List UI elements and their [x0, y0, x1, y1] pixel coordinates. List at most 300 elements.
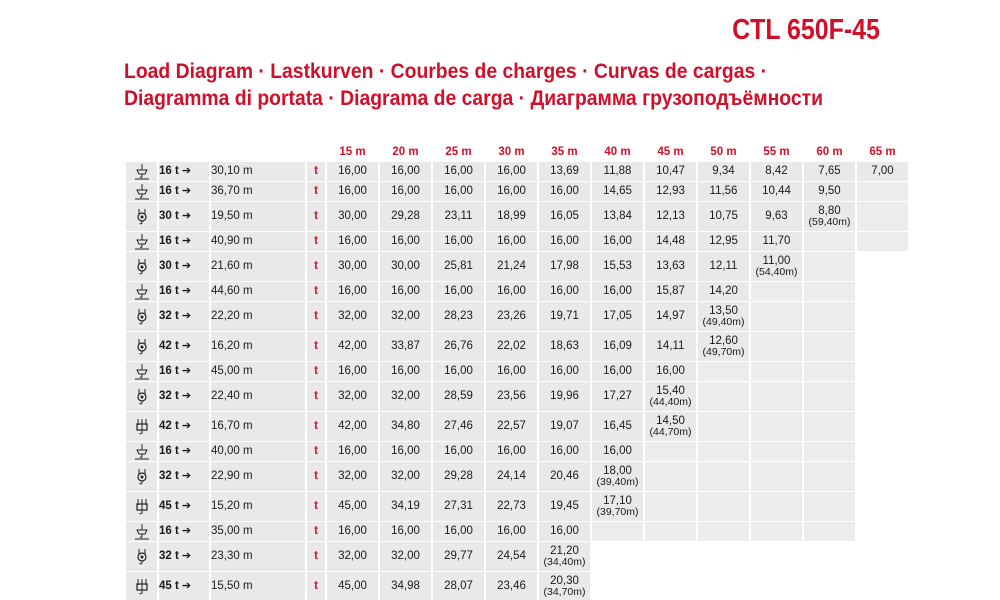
blank-cell [698, 542, 749, 571]
load-value: 22,73 [497, 500, 526, 512]
capacity-value: 16 t [159, 185, 179, 197]
load-value-cell [327, 202, 378, 231]
load-value: 16,00 [497, 525, 526, 537]
load-value-cell [486, 572, 537, 600]
load-value-cell [380, 162, 431, 181]
load-value: 30,00 [391, 260, 420, 272]
blank-cell [857, 362, 908, 381]
blank-cell [804, 572, 855, 600]
load-value-cell [539, 232, 590, 251]
load-value: 16,45 [603, 420, 632, 432]
load-value: 9,50 [818, 185, 841, 197]
arrow-right-icon: ➔ [181, 260, 192, 272]
table-row [126, 492, 908, 521]
load-value-cell [433, 282, 484, 301]
load-value: 23,11 [444, 210, 473, 222]
title-line-2: Diagramma di portata · Diagrama de carga · Диаграмма грузоподъёмности [124, 86, 824, 110]
max-radius-note: (34,40m) [543, 555, 586, 568]
load-value: 32,00 [391, 390, 420, 402]
load-value-cell [645, 302, 696, 331]
load-value: 11,00 [762, 254, 791, 267]
unit-cell: t [307, 492, 325, 521]
load-value-cell [592, 362, 643, 381]
capacity-cell [159, 332, 209, 361]
empty-cell [698, 362, 749, 381]
load-value: 16,00 [497, 285, 526, 297]
empty-cell [698, 382, 749, 411]
load-value: 16,00 [497, 185, 526, 197]
hook-2-fall-icon [126, 282, 157, 301]
blank-cell [857, 542, 908, 571]
table-row [126, 412, 908, 441]
load-value-cell [698, 182, 749, 201]
capacity-cell [159, 542, 209, 571]
load-value-cell [804, 182, 855, 201]
load-value-cell [380, 442, 431, 461]
load-value: 23,56 [497, 390, 526, 402]
load-value-cell [327, 442, 378, 461]
arrow-right-icon: ➔ [181, 165, 192, 177]
max-reach-cell: 45,00 m [211, 362, 305, 381]
load-value-cell [327, 572, 378, 600]
blank-cell [592, 542, 643, 571]
empty-cell [751, 462, 802, 491]
load-value: 12,93 [656, 185, 685, 197]
max-reach-cell: 22,90 m [211, 462, 305, 491]
load-value: 33,87 [391, 340, 420, 352]
load-value-cell [698, 202, 749, 231]
load-value: 17,98 [550, 260, 579, 272]
max-radius-note: (39,70m) [596, 505, 639, 518]
load-value-cell [539, 522, 590, 541]
load-value: 34,98 [391, 580, 420, 592]
hook-6-fall-icon [126, 492, 157, 521]
load-value-cell [380, 332, 431, 361]
unit-cell: t [307, 252, 325, 281]
capacity-value: 16 t [159, 445, 179, 457]
load-value-cell [698, 252, 749, 281]
load-value-cell [433, 232, 484, 251]
capacity-value: 30 t [159, 260, 179, 272]
empty-cell [804, 362, 855, 381]
capacity-value: 42 t [159, 420, 179, 432]
load-value: 32,00 [338, 550, 367, 562]
empty-cell [804, 442, 855, 461]
load-value-cell [645, 232, 696, 251]
capacity-cell [159, 302, 209, 331]
table-row [126, 442, 908, 461]
load-value: 7,00 [871, 165, 894, 177]
load-value: 42,00 [338, 340, 367, 352]
unit-cell: t [307, 202, 325, 231]
load-value: 16,00 [497, 165, 526, 177]
max-reach-cell: 19,50 m [211, 202, 305, 231]
load-value: 9,63 [765, 210, 788, 222]
max-radius-note: (44,70m) [649, 425, 692, 438]
load-value-cell [592, 302, 643, 331]
load-value: 16,00 [603, 365, 632, 377]
load-value: 16,00 [338, 285, 367, 297]
load-value-cell [433, 182, 484, 201]
load-value: 16,00 [391, 365, 420, 377]
load-value: 22,02 [497, 340, 526, 352]
blank-cell [857, 252, 908, 281]
load-value-cell [751, 162, 802, 181]
table-row [126, 542, 908, 571]
load-value-cell [857, 162, 908, 181]
load-value-cell [433, 412, 484, 441]
load-value: 16,00 [550, 285, 579, 297]
load-value: 16,00 [550, 445, 579, 457]
load-value: 28,59 [444, 390, 473, 402]
diagram-title [124, 58, 823, 112]
radius-header: 55 m [763, 146, 790, 158]
load-value: 32,00 [338, 390, 367, 402]
unit-cell: t [307, 282, 325, 301]
load-value: 19,71 [550, 310, 579, 322]
load-value: 22,57 [497, 420, 526, 432]
capacity-cell [159, 492, 209, 521]
load-value-cell [592, 332, 643, 361]
load-value-cell [327, 542, 378, 571]
load-value: 9,34 [712, 165, 735, 177]
load-value: 17,10 [603, 494, 632, 507]
load-value: 16,00 [444, 185, 473, 197]
load-value-cell [751, 252, 802, 281]
load-value-cell [433, 462, 484, 491]
load-value: 10,75 [709, 210, 738, 222]
load-value-cell [380, 462, 431, 491]
table-row [126, 282, 908, 301]
load-value: 32,00 [391, 470, 420, 482]
load-value-cell [486, 412, 537, 441]
empty-cell [804, 332, 855, 361]
arrow-right-icon: ➔ [181, 550, 192, 562]
load-value: 16,00 [391, 235, 420, 247]
load-value-cell [539, 182, 590, 201]
load-value-cell [380, 542, 431, 571]
load-value-cell [486, 462, 537, 491]
load-value-cell [592, 252, 643, 281]
load-value: 20,30 [550, 574, 579, 587]
load-value-cell [539, 442, 590, 461]
capacity-cell [159, 202, 209, 231]
empty-cell [751, 362, 802, 381]
capacity-value: 16 t [159, 285, 179, 297]
capacity-cell [159, 442, 209, 461]
load-value-cell [327, 382, 378, 411]
arrow-right-icon: ➔ [181, 285, 192, 297]
load-value: 19,45 [550, 500, 579, 512]
load-value: 15,87 [656, 285, 685, 297]
load-value-cell [327, 522, 378, 541]
load-value-cell [645, 382, 696, 411]
capacity-value: 32 t [159, 550, 179, 562]
max-reach-cell: 36,70 m [211, 182, 305, 201]
max-radius-note: (54,40m) [755, 265, 798, 278]
load-value: 12,60 [709, 334, 738, 347]
load-value-cell [433, 162, 484, 181]
load-value: 32,00 [391, 550, 420, 562]
load-value-cell [486, 442, 537, 461]
load-value: 10,47 [656, 165, 685, 177]
hook-4-fall-icon [126, 382, 157, 411]
load-value: 14,48 [656, 235, 685, 247]
radius-header: 20 m [392, 146, 419, 158]
load-value-cell [327, 232, 378, 251]
max-radius-note: (44,40m) [649, 395, 692, 408]
load-value-cell [433, 362, 484, 381]
hook-2-fall-icon [126, 362, 157, 381]
blank-cell [751, 542, 802, 571]
arrow-right-icon: ➔ [181, 470, 192, 482]
load-value-cell [698, 162, 749, 181]
capacity-value: 30 t [159, 210, 179, 222]
load-value: 18,99 [497, 210, 526, 222]
load-value-cell [486, 232, 537, 251]
load-value: 8,42 [765, 165, 788, 177]
load-value-cell [645, 412, 696, 441]
blank-cell [857, 522, 908, 541]
table-row [126, 202, 908, 231]
load-value: 16,00 [603, 445, 632, 457]
load-value: 27,46 [444, 420, 473, 432]
unit-cell: t [307, 572, 325, 600]
load-value: 21,20 [550, 544, 579, 557]
load-value-cell [539, 572, 590, 600]
load-value-cell [804, 162, 855, 181]
load-value: 13,63 [656, 260, 685, 272]
hook-4-fall-icon [126, 462, 157, 491]
empty-cell [751, 442, 802, 461]
load-value: 24,14 [497, 470, 526, 482]
load-value-cell [592, 232, 643, 251]
load-table-body [126, 162, 908, 600]
max-reach-cell: 23,30 m [211, 542, 305, 571]
radius-header: 60 m [816, 146, 843, 158]
load-value: 7,65 [818, 165, 841, 177]
load-value-cell [486, 182, 537, 201]
load-value: 15,40 [656, 384, 685, 397]
unit-cell: t [307, 412, 325, 441]
unit-cell: t [307, 182, 325, 201]
load-value-cell [327, 252, 378, 281]
unit-cell: t [307, 332, 325, 361]
capacity-cell [159, 252, 209, 281]
load-value-cell [592, 442, 643, 461]
load-value-cell [433, 542, 484, 571]
blank-cell [592, 572, 643, 600]
model-name: CTL 650F-45 [732, 14, 880, 46]
load-value-cell [327, 412, 378, 441]
table-row [126, 182, 908, 201]
load-value-cell [698, 282, 749, 301]
max-radius-note: (59,40m) [808, 215, 851, 228]
load-value-cell [327, 492, 378, 521]
load-value-cell [539, 542, 590, 571]
load-value-cell [433, 572, 484, 600]
arrow-right-icon: ➔ [181, 445, 192, 457]
empty-cell [751, 332, 802, 361]
arrow-right-icon: ➔ [181, 500, 192, 512]
header-blank [307, 143, 325, 161]
load-value-cell [539, 202, 590, 231]
empty-cell [804, 492, 855, 521]
load-value: 13,69 [550, 165, 579, 177]
load-value: 45,00 [338, 580, 367, 592]
load-value: 30,00 [338, 260, 367, 272]
load-value-cell [486, 252, 537, 281]
load-value-cell [380, 302, 431, 331]
load-value-cell [380, 382, 431, 411]
max-reach-cell: 16,20 m [211, 332, 305, 361]
empty-cell [698, 462, 749, 491]
load-value-cell [380, 492, 431, 521]
hook-6-fall-icon [126, 572, 157, 600]
table-row [126, 522, 908, 541]
load-value-cell [698, 232, 749, 251]
unit-cell: t [307, 362, 325, 381]
radius-header: 15 m [339, 146, 366, 158]
load-value: 29,28 [391, 210, 420, 222]
load-value: 11,88 [603, 165, 632, 177]
load-value: 32,00 [338, 470, 367, 482]
load-value-cell [380, 252, 431, 281]
table-row [126, 362, 908, 381]
load-value: 19,07 [550, 420, 579, 432]
table-row [126, 382, 908, 411]
blank-cell [857, 492, 908, 521]
load-value-cell [592, 462, 643, 491]
load-value: 12,13 [656, 210, 685, 222]
max-radius-note: (49,70m) [702, 345, 745, 358]
load-value-cell [539, 462, 590, 491]
capacity-cell [159, 462, 209, 491]
table-row [126, 162, 908, 181]
load-value: 34,80 [391, 420, 420, 432]
hook-2-fall-icon [126, 442, 157, 461]
load-value-cell [486, 282, 537, 301]
unit-cell: t [307, 542, 325, 571]
load-value-cell [539, 492, 590, 521]
blank-cell [857, 442, 908, 461]
load-value-cell [486, 202, 537, 231]
max-radius-note: (39,40m) [596, 475, 639, 488]
load-value-cell [592, 162, 643, 181]
load-value: 20,46 [550, 470, 579, 482]
empty-cell [751, 522, 802, 541]
hook-4-fall-icon [126, 202, 157, 231]
load-value: 32,00 [338, 310, 367, 322]
load-value-cell [804, 202, 855, 231]
load-value: 11,70 [762, 235, 791, 247]
load-value: 16,00 [444, 165, 473, 177]
table-row [126, 232, 908, 251]
load-value: 17,27 [603, 390, 632, 402]
arrow-right-icon: ➔ [181, 340, 192, 352]
capacity-cell [159, 522, 209, 541]
hook-2-fall-icon [126, 182, 157, 201]
load-value: 45,00 [338, 500, 367, 512]
load-value: 16,00 [550, 365, 579, 377]
load-value-cell [486, 162, 537, 181]
capacity-value: 42 t [159, 340, 179, 352]
arrow-right-icon: ➔ [181, 420, 192, 432]
arrow-right-icon: ➔ [181, 235, 192, 247]
max-reach-cell: 35,00 m [211, 522, 305, 541]
load-value: 19,96 [550, 390, 579, 402]
load-value: 16,00 [391, 525, 420, 537]
load-value-cell [698, 332, 749, 361]
load-value: 16,00 [603, 235, 632, 247]
hook-2-fall-icon [126, 162, 157, 181]
empty-cell [804, 412, 855, 441]
max-radius-note: (49,40m) [702, 315, 745, 328]
load-value: 32,00 [391, 310, 420, 322]
load-value-cell [486, 542, 537, 571]
max-reach-cell: 15,50 m [211, 572, 305, 600]
load-value-cell [380, 362, 431, 381]
load-value: 16,00 [497, 235, 526, 247]
load-value-cell [486, 522, 537, 541]
load-value-cell [539, 302, 590, 331]
load-value-cell [486, 382, 537, 411]
empty-cell [857, 182, 908, 201]
load-value: 23,26 [497, 310, 526, 322]
load-value-cell [327, 362, 378, 381]
load-value: 14,50 [656, 414, 685, 427]
max-reach-cell: 21,60 m [211, 252, 305, 281]
load-value: 16,00 [444, 525, 473, 537]
header-blank [126, 143, 157, 161]
load-value: 16,00 [338, 365, 367, 377]
max-reach-cell: 40,00 m [211, 442, 305, 461]
load-value-cell [645, 362, 696, 381]
arrow-right-icon: ➔ [181, 365, 192, 377]
load-value: 16,00 [550, 525, 579, 537]
blank-cell [645, 572, 696, 600]
max-reach-cell: 22,20 m [211, 302, 305, 331]
load-value: 12,11 [709, 260, 738, 272]
empty-cell [645, 492, 696, 521]
load-value: 16,00 [444, 235, 473, 247]
load-value: 16,00 [444, 285, 473, 297]
arrow-right-icon: ➔ [181, 580, 192, 592]
unit-cell: t [307, 522, 325, 541]
empty-cell [645, 442, 696, 461]
radius-header: 65 m [869, 146, 896, 158]
max-reach-cell: 44,60 m [211, 282, 305, 301]
load-value-cell [486, 362, 537, 381]
capacity-value: 16 t [159, 235, 179, 247]
capacity-cell [159, 162, 209, 181]
load-value-cell [751, 202, 802, 231]
load-value: 25,81 [444, 260, 473, 272]
header-blank [211, 143, 305, 161]
load-value: 42,00 [338, 420, 367, 432]
load-value-cell [698, 302, 749, 331]
capacity-value: 16 t [159, 525, 179, 537]
load-value: 28,07 [444, 580, 473, 592]
load-value: 18,63 [550, 340, 579, 352]
load-value-cell [380, 412, 431, 441]
blank-cell [645, 542, 696, 571]
load-value-cell [380, 282, 431, 301]
empty-cell [804, 232, 855, 251]
load-value-cell [645, 182, 696, 201]
load-value: 21,24 [497, 260, 526, 272]
capacity-value: 16 t [159, 165, 179, 177]
